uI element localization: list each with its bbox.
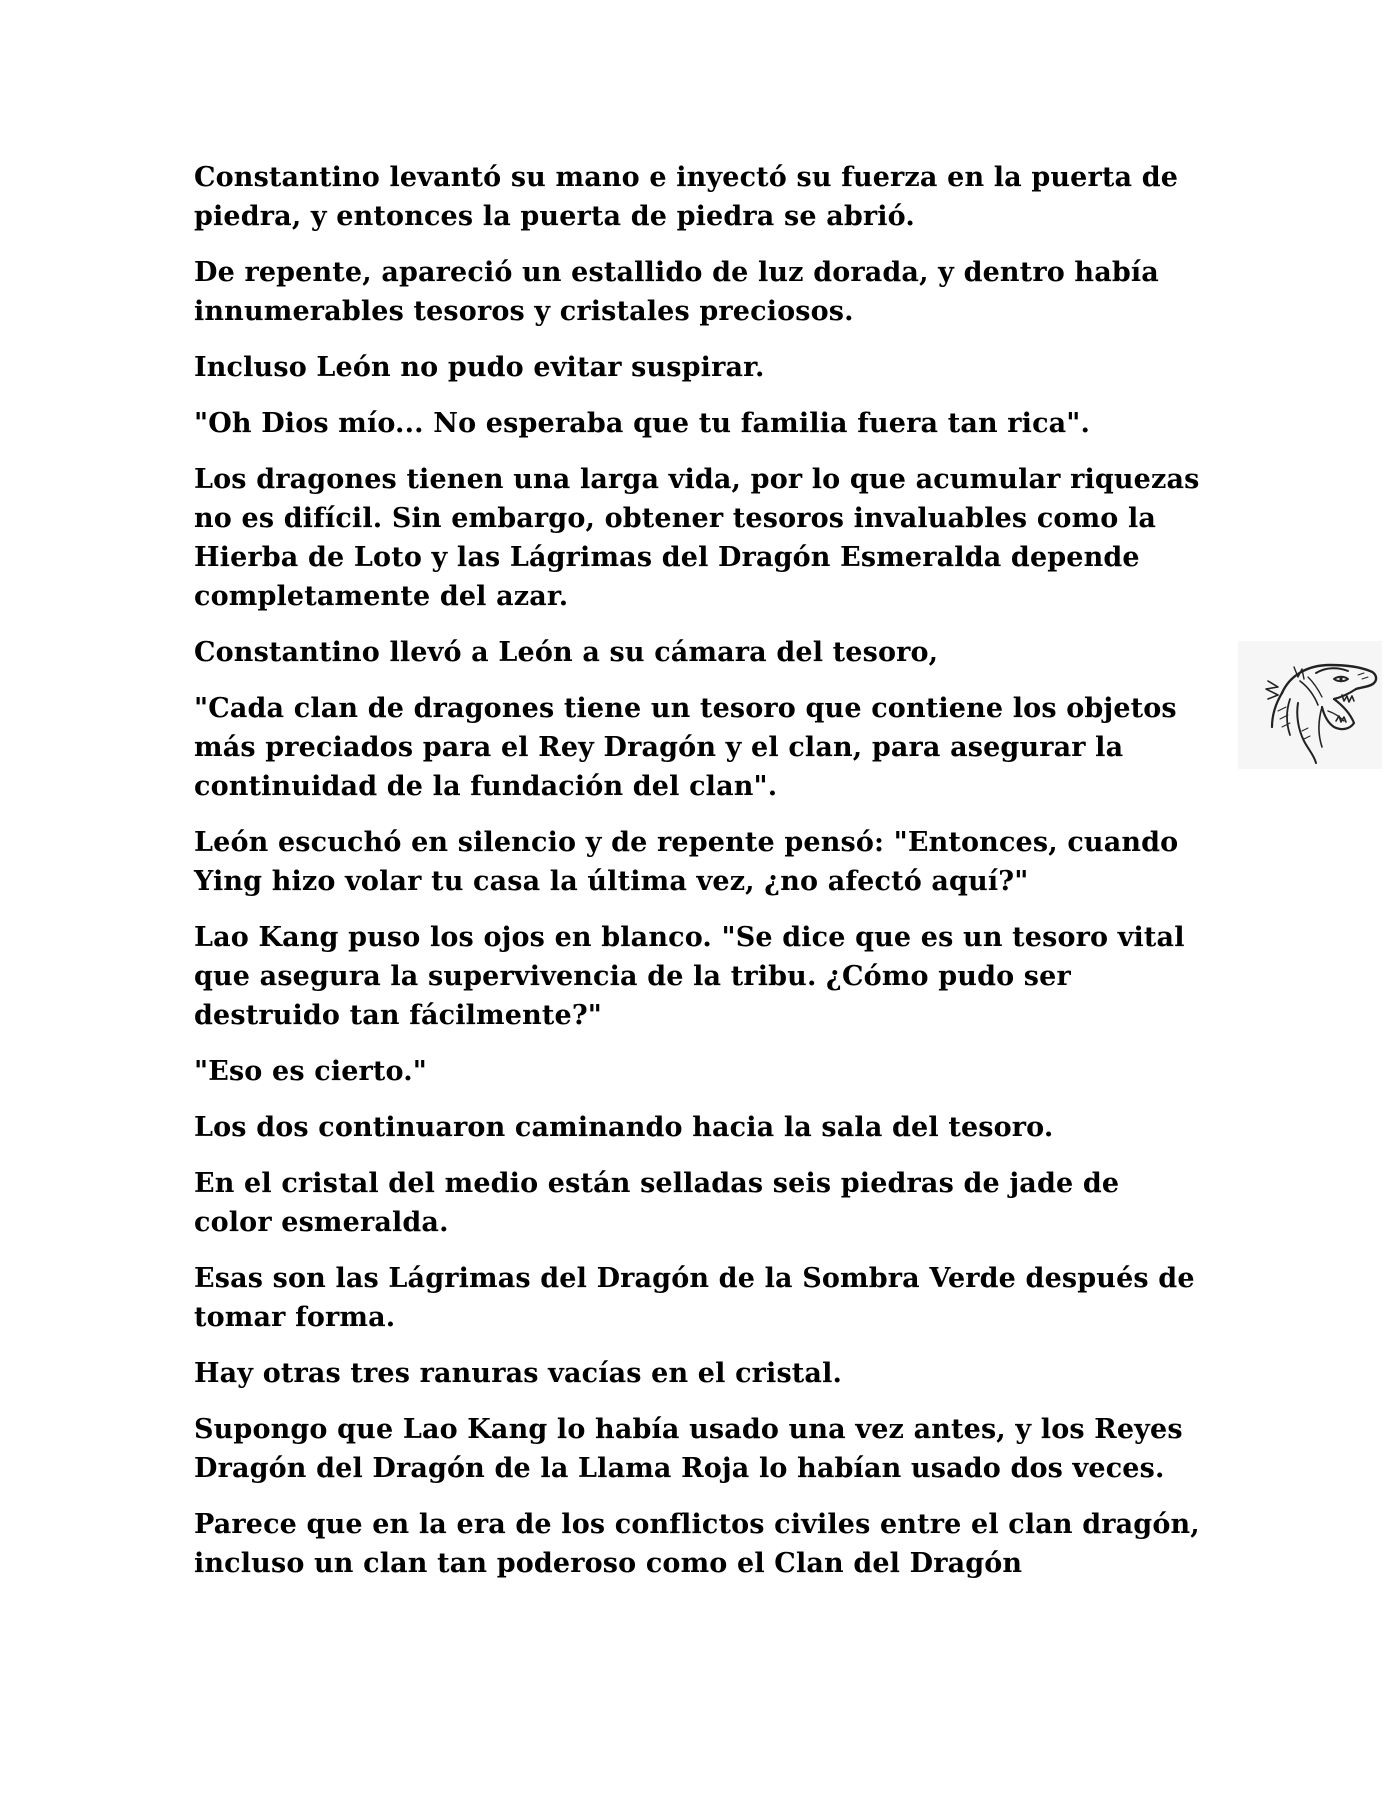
paragraph: "Eso es cierto." <box>194 1056 428 1087</box>
paragraph: En el cristal del medio están selladas seis piedras de jade de color esmeralda. <box>194 1168 1120 1238</box>
paragraph: Hay otras tres ranuras vacías en el cristal. <box>194 1358 843 1389</box>
paragraph: Incluso León no pudo evitar suspirar. <box>194 352 765 383</box>
paragraph: Parece que en la era de los conflictos civiles entre el clan dragón, incluso un clan tan poderoso como el Clan del Dragón <box>194 1509 1200 1579</box>
paragraph: Lao Kang puso los ojos en blanco. "Se dice que es un tesoro vital que asegura la supervivencia de la tribu. ¿Cómo pudo ser destruido tan fácilmente?" <box>194 922 1185 1031</box>
paragraph: Constantino levantó su mano e inyectó su fuerza en la puerta de piedra, y entonces la puerta de piedra se abrió. <box>194 162 1179 232</box>
text-column <box>194 158 1204 1600</box>
dragon-sketch-drawing <box>1238 641 1382 769</box>
paragraph: Supongo que Lao Kang lo había usado una vez antes, y los Reyes Dragón del Dragón de la Llama Roja lo habían usado dos veces. <box>194 1414 1183 1484</box>
paragraph: De repente, apareció un estallido de luz dorada, y dentro había innumerables tesoros y cristales preciosos. <box>194 257 1159 327</box>
paragraph: León escuchó en silencio y de repente pensó: "Entonces, cuando Ying hizo volar tu casa la última vez, ¿no afectó aquí?" <box>194 827 1179 897</box>
paragraph: Constantino llevó a León a su cámara del tesoro, <box>194 637 939 668</box>
dragon-head-sketch-icon <box>1238 641 1382 769</box>
paragraph: Los dos continuaron caminando hacia la sala del tesoro. <box>194 1112 1054 1143</box>
paragraph: "Oh Dios mío... No esperaba que tu familia fuera tan rica". <box>194 408 1091 439</box>
paragraph: Esas son las Lágrimas del Dragón de la Sombra Verde después de tomar forma. <box>194 1263 1195 1333</box>
paragraph: "Cada clan de dragones tiene un tesoro que contiene los objetos más preciados para el Rey Dragón y el clan, para asegurar la continuidad de la fundación del clan". <box>194 693 1177 802</box>
paragraph: Los dragones tienen una larga vida, por lo que acumular riquezas no es difícil. Sin embargo, obtener tesoros invaluables como la Hierba de Loto y las Lágrimas del Dragón Esmeralda depende completamente del azar. <box>194 464 1200 612</box>
